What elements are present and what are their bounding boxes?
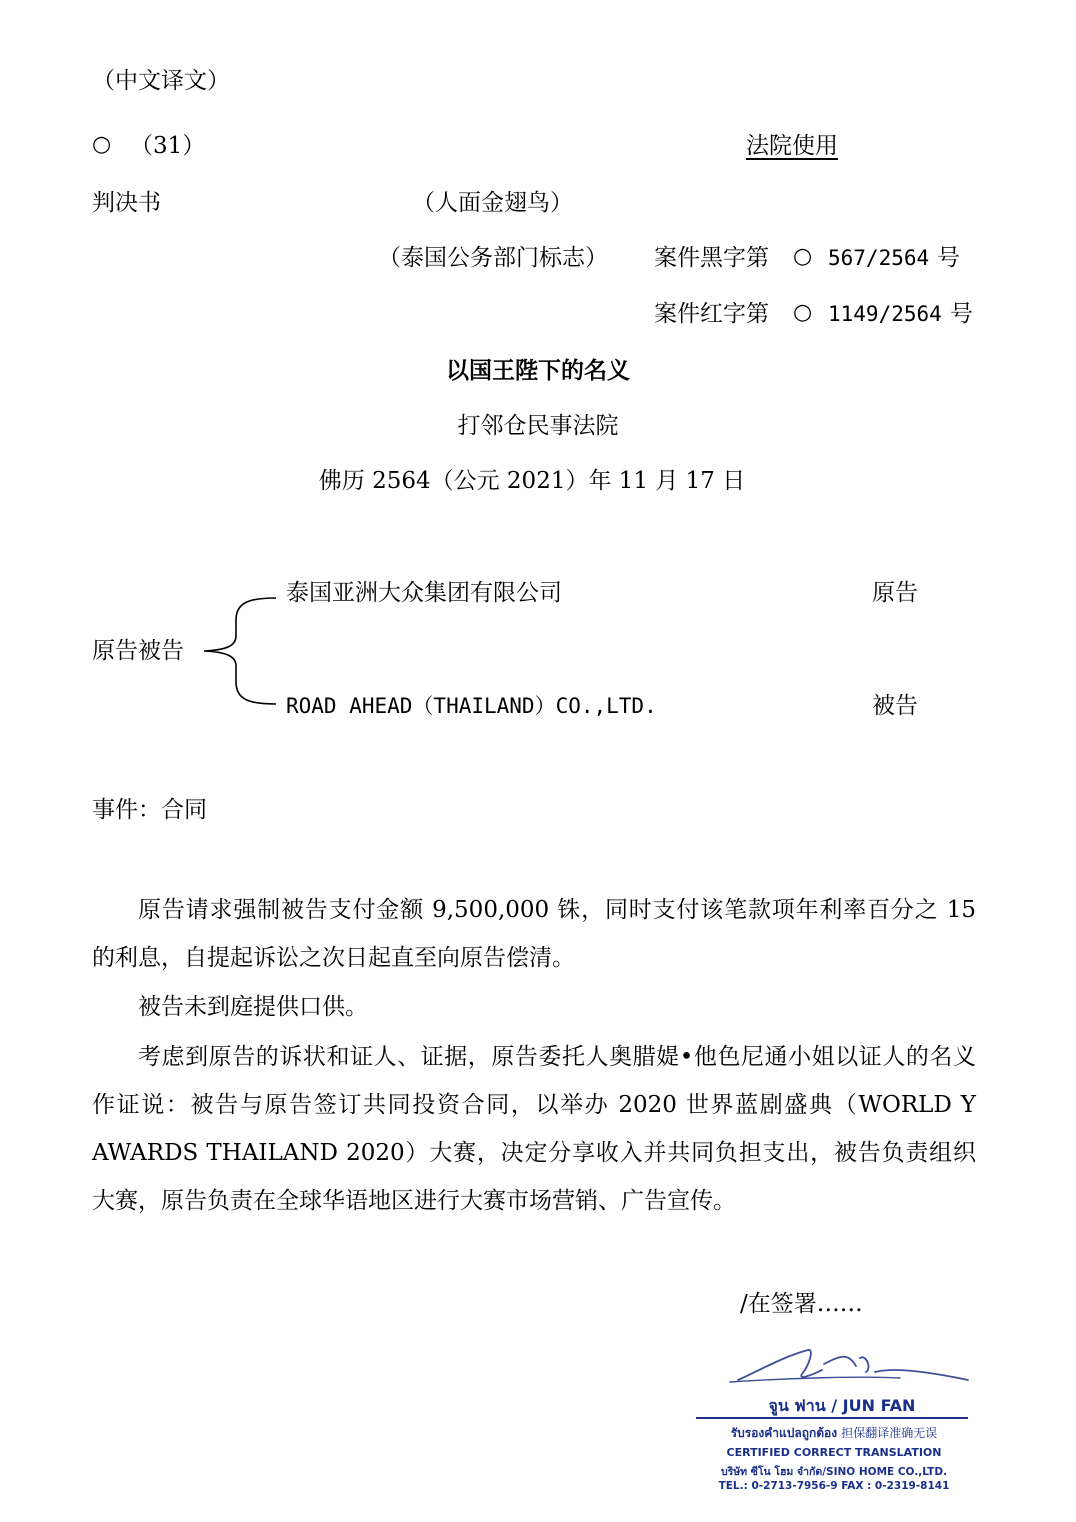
emblem-name: （人面金翅鸟） — [412, 190, 573, 216]
circle-icon: ○ — [793, 300, 813, 325]
number-suffix: 号 — [937, 245, 960, 271]
emblem-description: （泰国公务部门标志） — [378, 245, 608, 271]
stamp-divider — [696, 1417, 968, 1419]
body-paragraph-claim: 原告请求强制被告支付金额 9,500,000 铢，同时支付该笔款项年利率百分之 15 的利息，自提起诉讼之次日起直至向原告偿清。 — [92, 897, 976, 971]
translation-note: （中文译文） — [92, 68, 230, 94]
handwritten-signature-icon — [690, 1342, 980, 1392]
judgment-date: 佛历 2564（公元 2021）年 11 月 17 日 — [318, 468, 746, 494]
court-name: 打邻仓民事法院 — [457, 413, 619, 439]
court-use-label: 法院使用 — [746, 133, 838, 159]
plaintiff-role: 原告 — [872, 580, 918, 606]
certification-stamp — [690, 1342, 980, 1502]
defendant-name: ROAD AHEAD（THAILAND）CO.,LTD. — [286, 694, 657, 718]
black-case-number: 567/2564 — [828, 246, 930, 270]
certification-english: CERTIFIED CORRECT TRANSLATION — [726, 1446, 942, 1459]
document-number: （31） — [130, 133, 206, 159]
body-paragraph-testimony: 考虑到原告的诉状和证人、证据，原告委托人奥腊媞•他色尼通小姐以证人的名义作证说：被告与原告签订共同投资合同，以举办 2020 世界蓝剧盛典（WORLD Y AWARDS THAILAND 2020）大赛，决定分享收入并共同负担支出，被告负责组织大赛，原告负责在全球华语地区进行大赛市场营销、广告宣传。 — [92, 1044, 976, 1214]
defendant-role: 被告 — [872, 693, 918, 719]
red-case-number: 1149/2564 — [828, 302, 942, 326]
number-suffix: 号 — [950, 301, 973, 327]
brace-icon — [198, 592, 278, 710]
certification-line — [698, 1424, 970, 1443]
circle-icon: ○ — [92, 132, 112, 157]
certification-chinese: 担保翻译准确无误 — [841, 1426, 938, 1440]
case-matter: 事件：合同 — [92, 797, 207, 823]
circle-icon: ○ — [793, 244, 813, 269]
red-case-label: 案件红字第 — [654, 301, 769, 327]
company-name: บริษัท ซีโน โฮม จำกัด/SINO HOME CO.,LTD. — [720, 1466, 948, 1478]
page-title: 以国王陛下的名义 — [446, 357, 630, 384]
parties-label: 原告被告 — [92, 638, 184, 664]
certification-thai: รับรองคำแปลถูกต้อง — [730, 1426, 838, 1440]
signature-note: /在签署…… — [740, 1291, 863, 1317]
black-case-label: 案件黑字第 — [654, 245, 769, 271]
document-type: 判决书 — [92, 190, 161, 216]
plaintiff-name: 泰国亚洲大众集团有限公司 — [286, 580, 562, 606]
translator-name: จูน ฟาน / JUN FAN — [768, 1396, 916, 1415]
body-paragraph-absence: 被告未到庭提供口供。 — [138, 994, 368, 1020]
company-contact: TEL.: 0-2713-7956-9 FAX : 0-2319-8141 — [718, 1480, 950, 1492]
